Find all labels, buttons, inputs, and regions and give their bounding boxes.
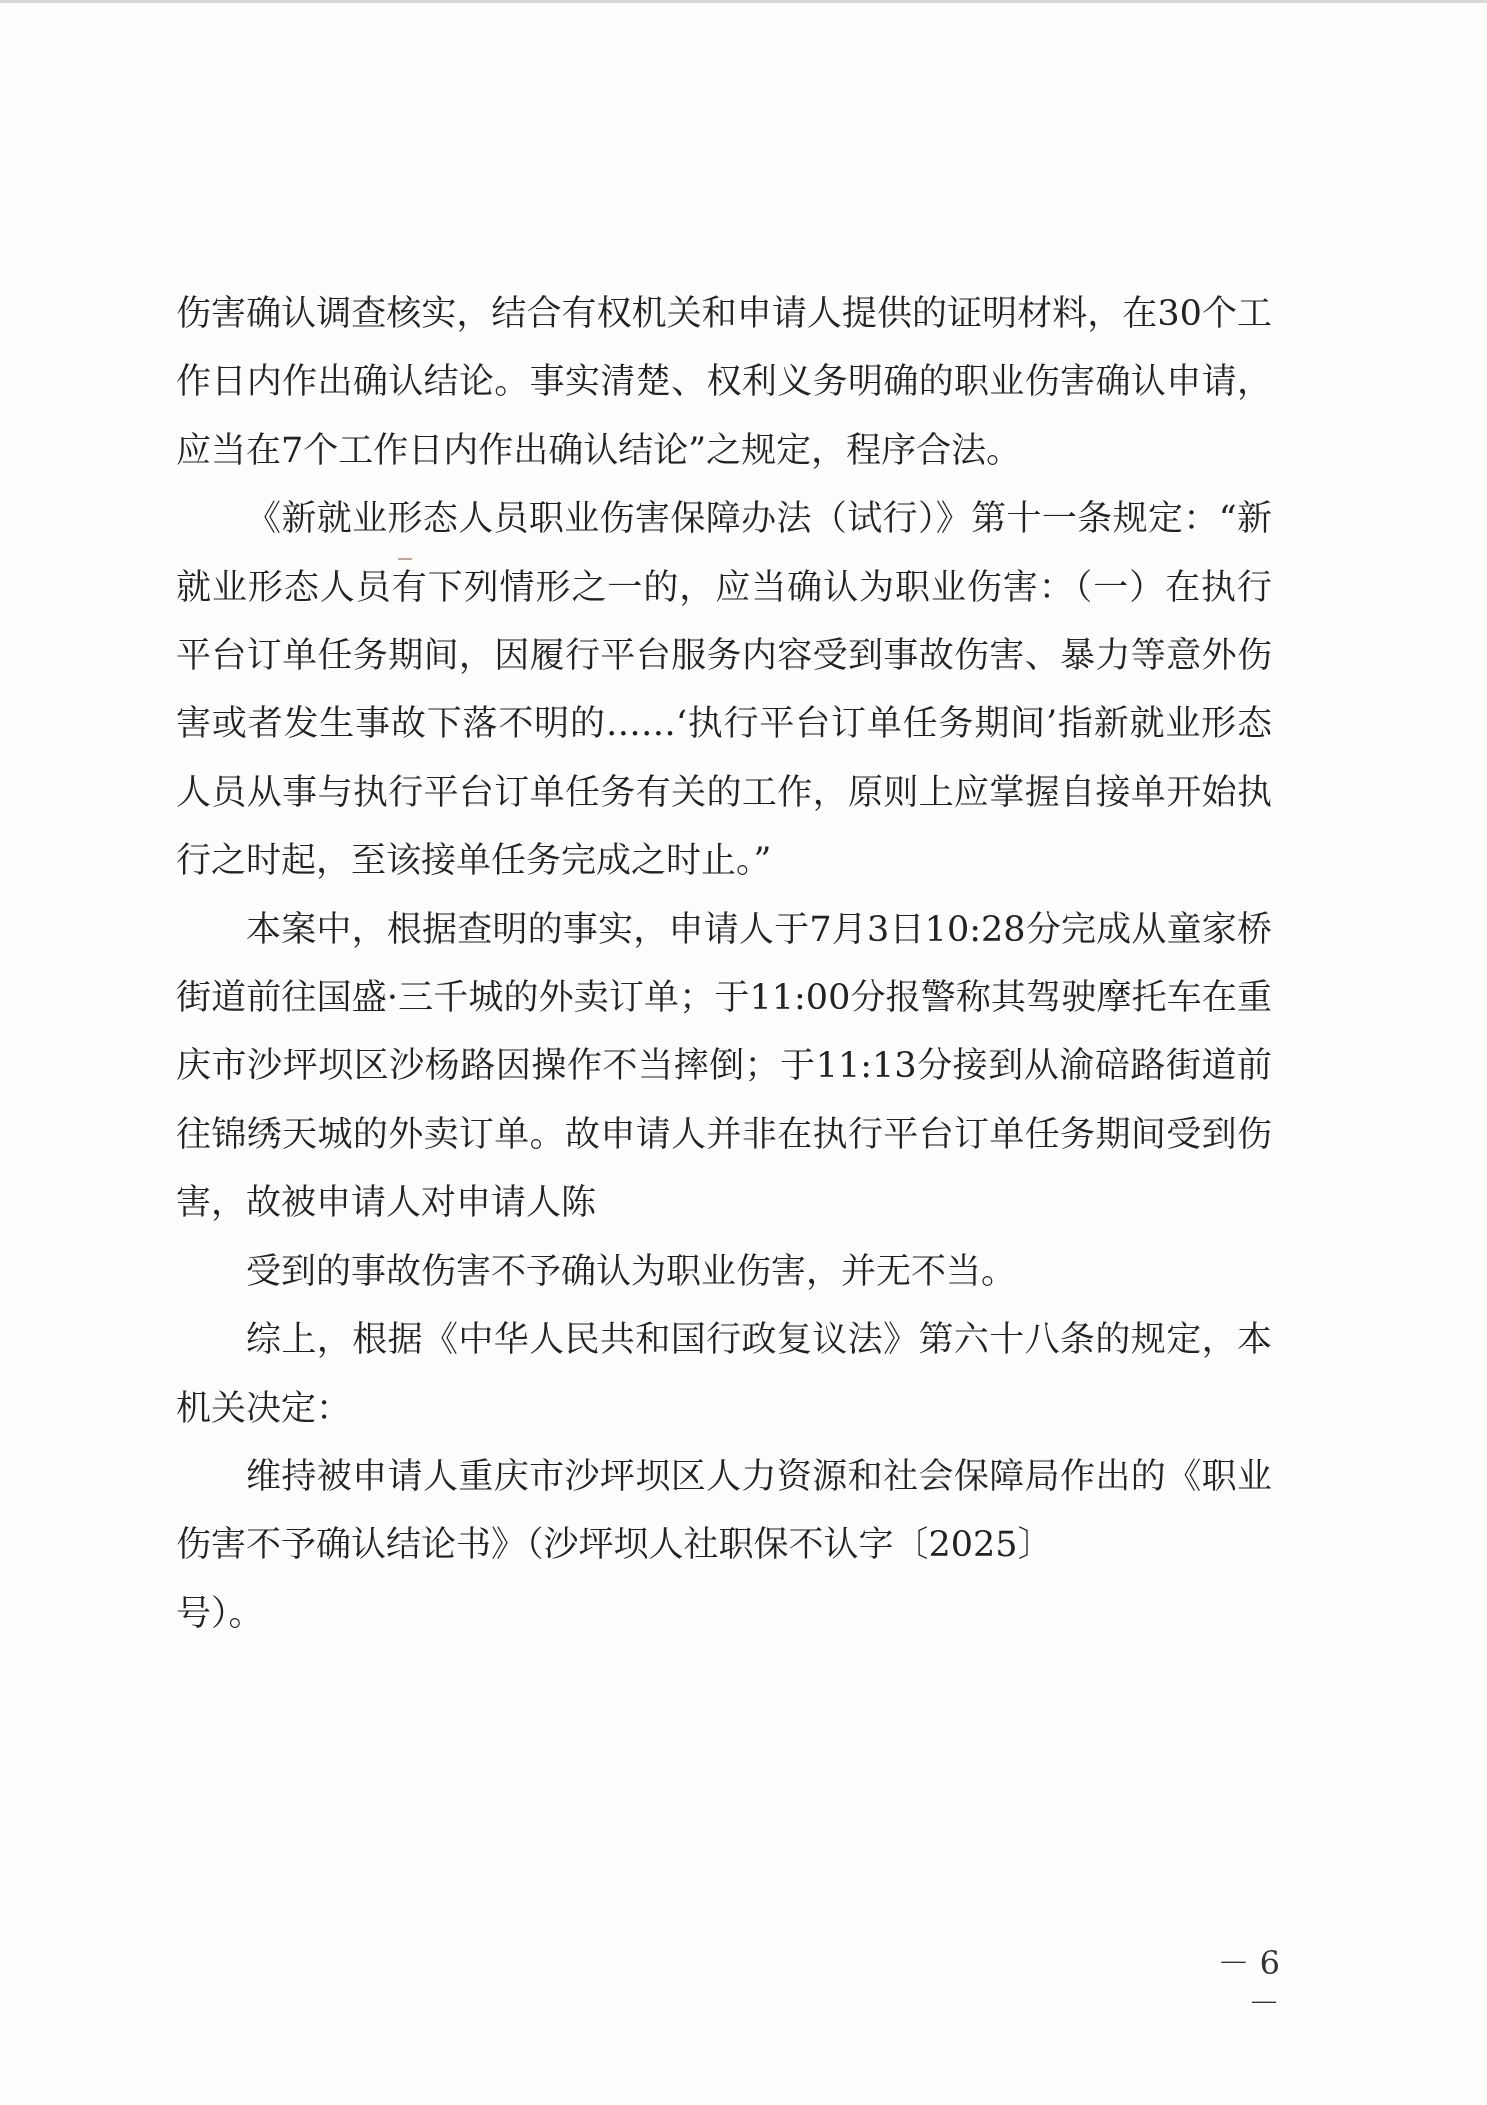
paragraph-procedure-continued: 伤害确认调查核实，结合有权机关和申请人提供的证明材料，在30个工作日内作出确认结论。事实清楚、权利义务明确的职业伤害确认申请，应当在7个工作日内作出确认结论”之规定，程序合法。 — [176, 294, 1272, 471]
paragraph-legal-basis: 综上，根据《中华人民共和国行政复议法》第六十八条的规定，本机关决定： — [176, 1320, 1272, 1429]
document-body — [176, 280, 1272, 1648]
paragraph-case-facts: 本案中，根据查明的事实，申请人于7月3日10:28分完成从童家桥街道前往国盛·三千城的外卖订单；于11:00分报警称其驾驶摩托车在重庆市沙坪坝区沙杨路因操作不当摔倒；于11:13分接到从渝碚路街道前往锦绣天城的外卖订单。故申请人并非在执行平台订单任务期间受到伤害，故被申请人对申请人陈 — [176, 909, 1272, 1224]
scan-edge-line — [0, 0, 1487, 3]
paragraph-regulation-article-11: 《新就业形态人员职业伤害保障办法（试行）》第十一条规定：“新就业形态人员有下列情形之一的，应当确认为职业伤害：（一）在执行平台订单任务期间，因履行平台服务内容受到事故伤害、暴力等意外伤害或者发生事故下落不明的……‘执行平台订单任务期间’指新就业形态人员从事与执行平台订单任务有关的工作，原则上应掌握自接单开始执行之时起，至该接单任务完成之时止。” — [176, 499, 1272, 882]
paragraph-decision: 维持被申请人重庆市沙坪坝区人力资源和社会保障局作出的《职业伤害不予确认结论书》（沙坪坝人社职保不认字〔2025〕 — [176, 1456, 1272, 1566]
paragraph-case-conclusion: 受到的事故伤害不予确认为职业伤害，并无不当。 — [246, 1251, 1017, 1292]
page-number: － 6 － — [1217, 1944, 1280, 2022]
paragraph-decision-end: 号）。 — [176, 1593, 264, 1634]
